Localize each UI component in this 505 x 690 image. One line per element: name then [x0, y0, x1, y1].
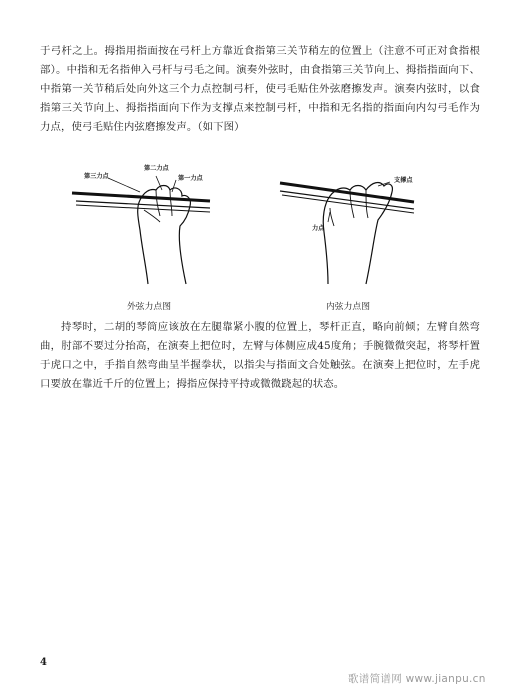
- outer-string-force-diagram: [68, 156, 268, 286]
- watermark: 歌谱简谱网 www.jianpu.cn: [348, 673, 486, 685]
- body-paragraph-1: 于弓杆之上。拇指用指面按在弓杆上方靠近食指第三关节稍左的位置上（注意不可正对食指根部）。中指和无名指伸入弓杆与弓毛之间。演奏外弦时，由食指第三关节向上、拇指指面向下、中指第一关节稍后处向外这三个力点控制弓杆，使弓毛贴住外弦磨擦发声。演奏内弦时，以食指第三关节向上、拇指指面向下作为支撑点来控制弓杆，中指和无名指的指面向内勾弓毛作为力点，使弓毛贴住内弦磨擦发声。（如下图）: [40, 45, 480, 133]
- figure-caption-outer: 外弦力点图: [127, 302, 171, 312]
- figure-caption-inner: 内弦力点图: [326, 302, 370, 312]
- label-support-point: 支撑点: [394, 177, 413, 184]
- page-number: 4: [40, 657, 47, 668]
- label-third-force-point: 第三力点: [84, 173, 109, 180]
- label-second-force-point: 第二力点: [144, 165, 169, 172]
- body-paragraph-2: 持琴时，二胡的琴筒应该放在左腿靠紧小腹的位置上，琴杆正直，略向前倾；左臂自然弯曲，肘部不要过分抬高，在演奏上把位时，左臂与体侧应成45度角；手腕微微突起，将琴杆置于虎口之中，手指自然弯曲呈半握拳状，以指尖与指面文合处触弦。在演奏上把位时，左手虎口要放在靠近千斤的位置上；拇指应保持平持或微微跷起的状态。: [40, 321, 480, 390]
- label-first-force-point: 第一力点: [178, 175, 203, 182]
- inner-string-force-diagram: [268, 156, 468, 286]
- label-force-point: 力点: [312, 225, 325, 232]
